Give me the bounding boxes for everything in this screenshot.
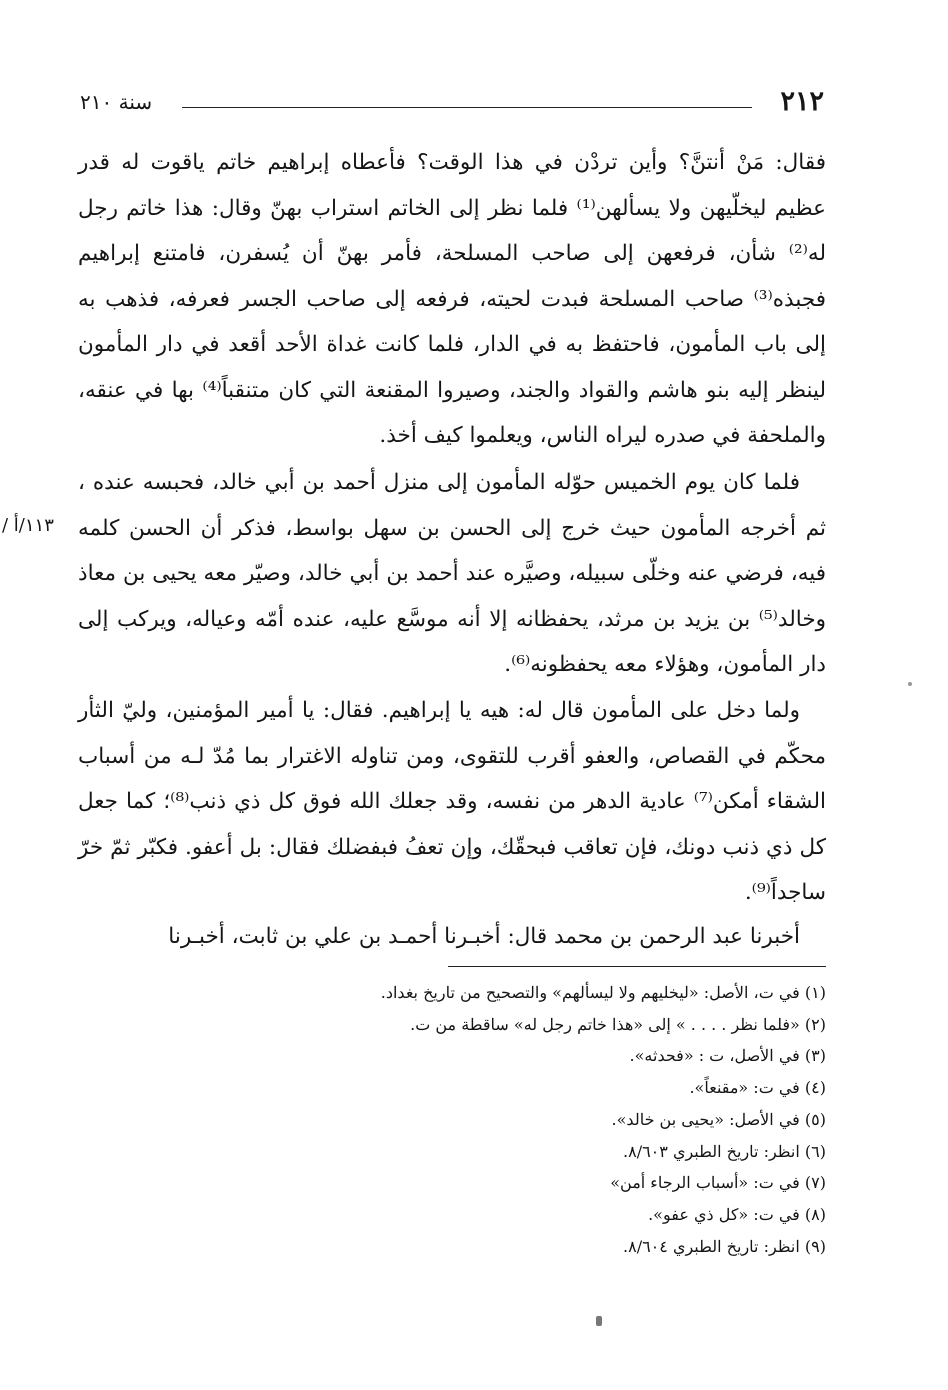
footnote: (٢) «فلما نظر . . . . » إلى «هذا خاتم رجل له» ساقطة من ت. bbox=[410, 1014, 826, 1034]
paragraph-text: فلما كان يوم الخميس حوّله المأمون إلى منزل أحمد بن أبي خالد، فحبسه عنده ، ثم أخرجه المأمون حيث خرج إلى الحسن بن سهل بواسط، فذكر أن الحسن كلمه فيه، فرضي عنه وخلّى سبيله، وصيَّره عند أحمد بن أبي خالد، وصيّر معه يحيى بن معاذ وخالد⁽⁵⁾ بن يزيد بن مرثد، يحفظانه إلا أنه موسَّع عليه، عنده أمّه وعياله، ويركب إلى دار المأمون، وهؤلاء معه يحفظونه⁽⁶⁾. bbox=[78, 470, 826, 677]
header-rule bbox=[182, 107, 752, 108]
paragraph-text: ولما دخل على المأمون قال له: هيه يا إبراهيم. فقال: يا أمير المؤمنين، وليّ الثأر محكّم في القصاص، والعفو أقرب للتقوى، ومن تناوله الاغترار بما مُدّ لـه من أسباب الشقاء أمكن⁽⁷⁾ عادية الدهر من نفسه، وقد جعلك الله فوق كل ذي ذنب⁽⁸⁾؛ كما جعل كل ذي ذنب دونك، فإن تعاقب فبحقّك، وإن تعفُ فبفضلك فقال: بل أعفو. فكبّر ثمّ خرّ ساجداً⁽⁹⁾. bbox=[78, 698, 826, 905]
paragraph-text: فقال: مَنْ أنتنَّ؟ وأين تردْن في هذا الوقت؟ فأعطاه إبراهيم خاتم ياقوت له قدر عظيم ليخلّيهن ولا يسألهن⁽¹⁾ فلما نظر إلى الخاتم استراب بهنّ وقال: هذا خاتم رجل له⁽²⁾ شأن، فرفعهن إلى صاحب المسلحة، فأمر بهنّ أن يُسفرن، فامتنع إبراهيم فجبذه⁽³⁾ صاحب المسلحة فبدت لحيته، فرفعه إلى صاحب الجسر فعرفه، فذهب به إلى باب المأمون، فاحتفظ به في الدار، فلما كانت غداة الأحد أقعد في دار المأمون لينظر إليه بنو هاشم والقواد والجند، وصيروا المقنعة التي كان متنقباً⁽⁴⁾ بها في عنقه، والملحفة في صدره ليراه الناس، ويعلموا كيف أخذ. bbox=[78, 150, 827, 448]
footnote: (٩) انظر: تاريخ الطبري ٨/٦٠٤. bbox=[623, 1236, 826, 1256]
paragraph-3 bbox=[78, 688, 826, 916]
footnote: (٦) انظر: تاريخ الطبري ٨/٦٠٣. bbox=[623, 1141, 826, 1161]
paragraph-text: أخبرنا عبد الرحمن بن محمد قال: أخبـرنا أحمـد بن علي بن ثابت، أخبـرنا bbox=[168, 924, 800, 949]
margin-folio-note: ١١٣/أ / bbox=[2, 515, 54, 536]
scan-speck bbox=[596, 1316, 602, 1326]
scan-speck bbox=[908, 682, 912, 686]
paragraph-1 bbox=[78, 140, 826, 459]
footnote-separator bbox=[448, 966, 826, 967]
footnote: (٨) في ت: «كل ذي عفو». bbox=[648, 1204, 826, 1224]
footnote: (٥) في الأصل: «يحيى بن خالد». bbox=[611, 1109, 826, 1129]
footnote: (٧) في ت: «أسباب الرجاء أمن» bbox=[610, 1173, 826, 1193]
page-number: ٢١٢ bbox=[780, 86, 824, 117]
paragraph-2 bbox=[78, 460, 826, 688]
footnotes-list bbox=[166, 977, 826, 1262]
page-header bbox=[80, 84, 824, 120]
footnote: (١) في ت، الأصل: «ليخليهم ولا ليسألهم» والتصحيح من تاريخ بغداد. bbox=[380, 983, 826, 1002]
footnote: (٤) في ت: «مقنعاً». bbox=[689, 1078, 826, 1098]
footnote: (٣) في الأصل، ت : «فحدثه». bbox=[629, 1046, 826, 1066]
running-head: سنة ٢١٠ bbox=[80, 90, 153, 114]
paragraph-4 bbox=[78, 914, 826, 960]
